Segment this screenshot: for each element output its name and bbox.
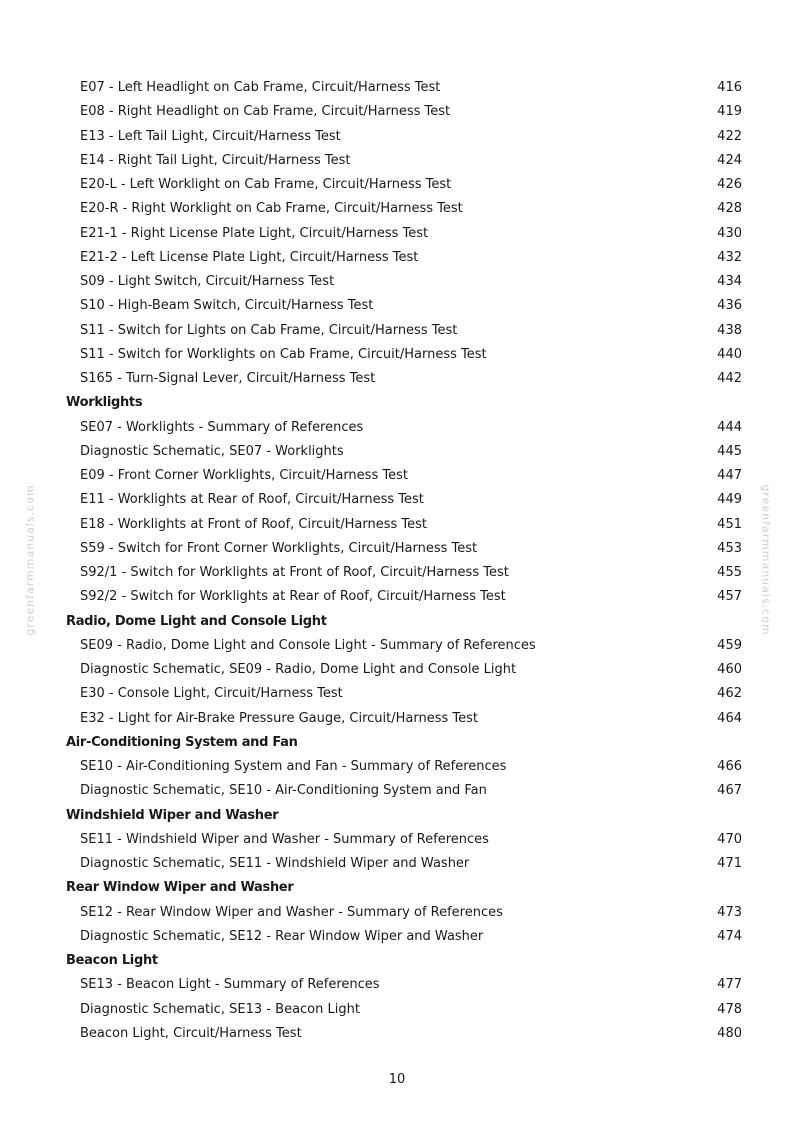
toc-entry-title: E11 - Worklights at Rear of Roof, Circuit/Harness Test	[80, 492, 424, 508]
toc-entry[interactable]	[0, 197, 794, 221]
page-number: 10	[388, 1072, 406, 1087]
toc-entry-title: Diagnostic Schematic, SE07 - Worklights	[80, 443, 344, 459]
section-heading-title: Beacon Light	[66, 953, 158, 968]
toc-entry-page-number: 464	[717, 710, 742, 726]
toc-entry-title: S11 - Switch for Worklights on Cab Frame, Circuit/Harness Test	[80, 346, 487, 362]
toc-entry[interactable]	[0, 367, 794, 391]
toc-entry-page-number: 447	[717, 468, 742, 483]
toc-entry-title: E09 - Front Corner Worklights, Circuit/Harness Test	[80, 468, 408, 483]
toc-entry-title: Diagnostic Schematic, SE10 - Air-Conditioning System and Fan	[80, 783, 487, 799]
toc-entry[interactable]	[0, 828, 794, 852]
toc-entry[interactable]	[0, 294, 794, 318]
toc-entry-page-number: 457	[717, 589, 742, 605]
table-of-contents	[0, 76, 794, 1046]
watermark-right: greenfarmmanuals.com	[759, 484, 773, 636]
toc-entry-title: Diagnostic Schematic, SE13 - Beacon Light	[80, 1001, 360, 1017]
toc-entry-title: S92/1 - Switch for Worklights at Front of Roof, Circuit/Harness Test	[80, 565, 509, 580]
toc-entry[interactable]	[0, 998, 794, 1022]
toc-entry-page-number: 477	[717, 977, 742, 993]
toc-entry-page-number: 459	[717, 637, 742, 653]
section-heading-title: Radio, Dome Light and Console Light	[66, 613, 327, 629]
toc-entry-page-number: 449	[717, 492, 742, 508]
toc-entry[interactable]	[0, 246, 794, 270]
toc-entry-page-number: 430	[717, 225, 742, 241]
toc-entry-title: E14 - Right Tail Light, Circuit/Harness Test	[80, 152, 351, 168]
section-heading	[0, 731, 794, 755]
toc-entry[interactable]	[0, 973, 794, 997]
toc-entry[interactable]	[0, 319, 794, 343]
toc-entry[interactable]	[0, 270, 794, 294]
toc-entry-page-number: 422	[717, 128, 742, 144]
toc-entry-page-number: 434	[717, 274, 742, 289]
section-heading	[0, 876, 794, 900]
toc-entry-title: E20-L - Left Worklight on Cab Frame, Circuit/Harness Test	[80, 177, 452, 192]
toc-entry-title: S09 - Light Switch, Circuit/Harness Test	[80, 274, 335, 289]
section-heading	[0, 949, 794, 973]
toc-entry-page-number: 432	[717, 249, 742, 265]
toc-entry[interactable]	[0, 537, 794, 561]
toc-entry-title: Diagnostic Schematic, SE09 - Radio, Dome Light and Console Light	[80, 662, 517, 677]
toc-entry[interactable]	[0, 173, 794, 197]
toc-entry[interactable]	[0, 925, 794, 949]
toc-entry-title: S59 - Switch for Front Corner Worklights, Circuit/Harness Test	[80, 540, 478, 556]
toc-entry-page-number: 462	[717, 686, 742, 702]
toc-entry-page-number: 470	[717, 831, 742, 847]
toc-entry-title: E18 - Worklights at Front of Roof, Circuit/Harness Test	[80, 516, 428, 532]
toc-entry-title: SE09 - Radio, Dome Light and Console Light - Summary of References	[80, 637, 536, 653]
toc-entry-page-number: 440	[717, 346, 742, 362]
section-heading-title: Air-Conditioning System and Fan	[66, 734, 298, 750]
toc-entry-page-number: 451	[717, 516, 742, 532]
toc-entry-page-number: 424	[717, 152, 742, 168]
toc-entry-title: E13 - Left Tail Light, Circuit/Harness Test	[80, 128, 341, 144]
toc-entry-title: E20-R - Right Worklight on Cab Frame, Circuit/Harness Test	[80, 201, 463, 217]
toc-entry[interactable]	[0, 779, 794, 803]
toc-entry[interactable]	[0, 634, 794, 658]
toc-entry-title: Diagnostic Schematic, SE11 - Windshield Wiper and Washer	[80, 856, 470, 871]
toc-entry-title: Diagnostic Schematic, SE12 - Rear Window Wiper and Washer	[80, 928, 484, 944]
toc-entry-title: SE11 - Windshield Wiper and Washer - Summary of References	[80, 831, 489, 847]
toc-entry-title: E21-1 - Right License Plate Light, Circuit/Harness Test	[80, 225, 429, 241]
section-heading	[0, 804, 794, 828]
toc-entry[interactable]	[0, 658, 794, 682]
toc-entry-page-number: 471	[717, 856, 742, 871]
toc-entry-page-number: 455	[717, 565, 742, 580]
toc-entry-title: SE13 - Beacon Light - Summary of References	[80, 977, 380, 993]
section-heading-title: Worklights	[66, 395, 143, 411]
toc-entry-title: S10 - High-Beam Switch, Circuit/Harness Test	[80, 298, 374, 314]
toc-entry-title: S92/2 - Switch for Worklights at Rear of Roof, Circuit/Harness Test	[80, 589, 506, 605]
toc-entry-page-number: 445	[717, 443, 742, 459]
toc-entry-title: SE07 - Worklights - Summary of References	[80, 419, 364, 435]
toc-entry[interactable]	[0, 416, 794, 440]
toc-entry-title: E08 - Right Headlight on Cab Frame, Circuit/Harness Test	[80, 104, 451, 120]
toc-entry-title: S11 - Switch for Lights on Cab Frame, Circuit/Harness Test	[80, 322, 458, 338]
toc-entry[interactable]	[0, 707, 794, 731]
toc-entry-page-number: 444	[717, 419, 742, 435]
toc-entry-page-number: 478	[717, 1001, 742, 1017]
toc-entry[interactable]	[0, 852, 794, 876]
toc-entry-page-number: 428	[717, 201, 742, 217]
toc-entry[interactable]	[0, 149, 794, 173]
toc-entry-title: E07 - Left Headlight on Cab Frame, Circuit/Harness Test	[80, 80, 441, 95]
section-heading	[0, 610, 794, 634]
toc-entry-page-number: 426	[717, 177, 742, 192]
toc-entry-title: S165 - Turn-Signal Lever, Circuit/Harness Test	[80, 371, 376, 386]
toc-entry[interactable]	[0, 76, 794, 100]
toc-entry-page-number: 453	[717, 540, 742, 556]
toc-entry[interactable]	[0, 222, 794, 246]
toc-entry-title: E21-2 - Left License Plate Light, Circuit/Harness Test	[80, 249, 419, 265]
toc-entry-page-number: 460	[717, 662, 742, 677]
section-heading-title: Windshield Wiper and Washer	[66, 807, 279, 823]
toc-entry-page-number: 466	[717, 759, 742, 774]
toc-entry-page-number: 436	[717, 298, 742, 314]
toc-entry-title: SE10 - Air-Conditioning System and Fan - Summary of References	[80, 759, 507, 774]
watermark-left: greenfarmmanuals.com	[23, 484, 37, 636]
toc-entry[interactable]	[0, 1022, 794, 1046]
section-heading-title: Rear Window Wiper and Washer	[66, 880, 294, 896]
toc-entry-page-number: 419	[717, 104, 742, 120]
toc-entry[interactable]	[0, 513, 794, 537]
toc-entry[interactable]	[0, 343, 794, 367]
toc-entry[interactable]	[0, 464, 794, 488]
toc-entry[interactable]	[0, 682, 794, 706]
section-heading	[0, 391, 794, 415]
toc-entry-page-number: 467	[717, 783, 742, 799]
toc-entry-page-number: 480	[717, 1025, 742, 1041]
toc-entry[interactable]	[0, 755, 794, 779]
toc-entry[interactable]	[0, 585, 794, 609]
toc-entry-page-number: 438	[717, 322, 742, 338]
toc-entry-title: Beacon Light, Circuit/Harness Test	[80, 1025, 302, 1041]
toc-entry[interactable]	[0, 100, 794, 124]
toc-entry-page-number: 442	[717, 371, 742, 386]
toc-entry-page-number: 474	[717, 928, 742, 944]
toc-entry[interactable]	[0, 440, 794, 464]
toc-entry[interactable]	[0, 561, 794, 585]
toc-entry[interactable]	[0, 125, 794, 149]
toc-entry[interactable]	[0, 901, 794, 925]
toc-entry[interactable]	[0, 488, 794, 512]
toc-entry-page-number: 473	[717, 904, 742, 920]
toc-entry-title: E30 - Console Light, Circuit/Harness Test	[80, 686, 343, 702]
toc-entry-title: E32 - Light for Air-Brake Pressure Gauge, Circuit/Harness Test	[80, 710, 478, 726]
toc-entry-title: SE12 - Rear Window Wiper and Washer - Summary of References	[80, 904, 503, 920]
toc-entry-page-number: 416	[717, 80, 742, 95]
